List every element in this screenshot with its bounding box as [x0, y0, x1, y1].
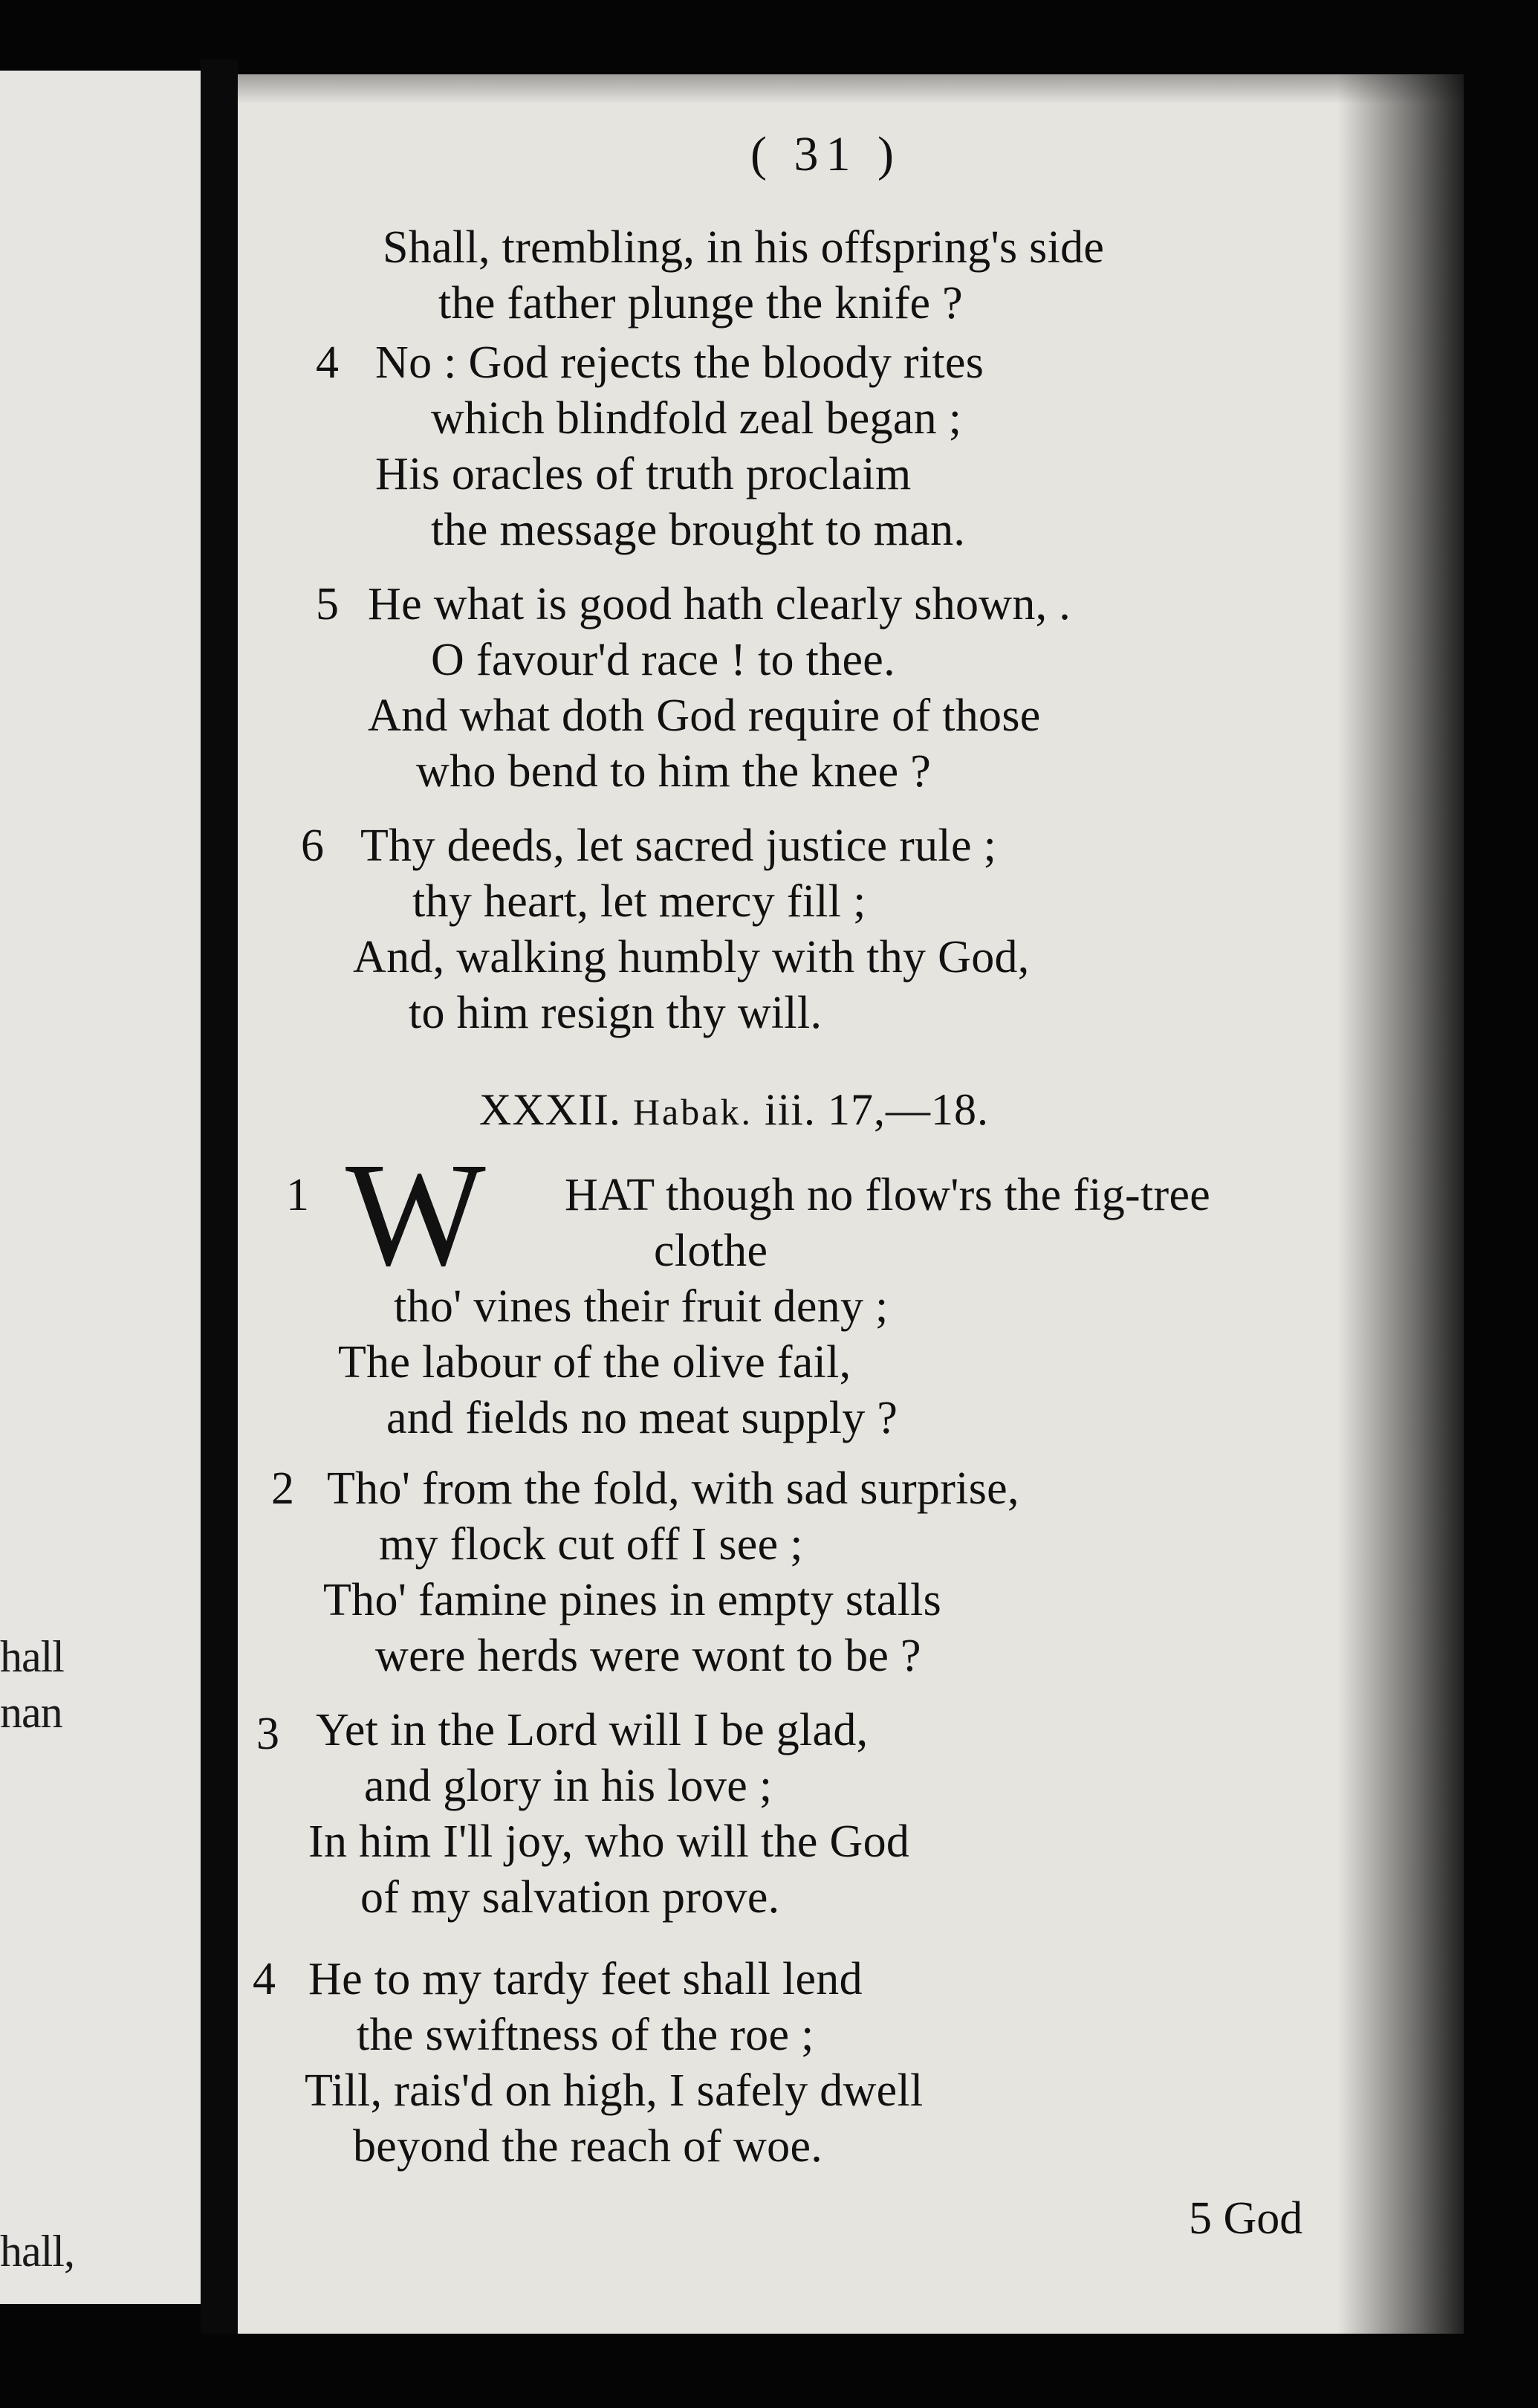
verse-line: And, walking humbly with thy God, — [353, 932, 1030, 983]
hymn-heading — [479, 1081, 989, 1140]
verse-line: Tho' famine pines in empty stalls — [323, 1575, 942, 1625]
verse-line: to him resign thy will. — [409, 988, 822, 1038]
verse-line: Tho' from the fold, with sad surprise, — [327, 1463, 1019, 1514]
verse-line: Till, rais'd on high, I safely dwell — [305, 2065, 924, 2116]
verse-line: of my salvation prove. — [360, 1872, 780, 1923]
verse-line: HAT though no flow'rs the fig-tree — [565, 1170, 1211, 1220]
catchword: 5 God — [1189, 2193, 1303, 2244]
verse-line: His oracles of truth proclaim — [375, 449, 912, 499]
book-gutter — [201, 59, 238, 2334]
verse-line: In him I'll joy, who will the God — [308, 1816, 910, 1867]
verse-number: 4 — [316, 337, 339, 388]
previous-page — [0, 71, 201, 2304]
verse-number: 2 — [271, 1463, 294, 1514]
verse-line: my flock cut off I see ; — [379, 1519, 803, 1570]
verse-line: and fields no meat supply ? — [386, 1393, 898, 1443]
verse-line: the message brought to man. — [431, 505, 966, 555]
scripture-book: Habak. — [632, 1091, 753, 1133]
verse-line: And what doth God require of those — [368, 690, 1041, 741]
previous-page-fragment: hall, — [0, 2227, 74, 2276]
verse-line: He what is good hath clearly shown, . — [368, 579, 1071, 629]
verse-line: Yet in the Lord will I be glad, — [316, 1705, 869, 1755]
page-number: ( 31 ) — [750, 127, 901, 181]
verse-line: Shall, trembling, in his offspring's side — [383, 222, 1105, 273]
verse-line: thy heart, let mercy fill ; — [412, 876, 866, 927]
verse-number: 6 — [301, 821, 324, 871]
scripture-reference: iii. 17,—18. — [764, 1085, 989, 1134]
previous-page-fragment: nan — [0, 1688, 62, 1737]
verse-number: 3 — [256, 1709, 279, 1759]
verse-line: the father plunge the knife ? — [438, 278, 963, 328]
verse-number: 5 — [316, 579, 339, 629]
verse-line: O favour'd race ! to thee. — [431, 635, 895, 685]
verse-line: who bend to him the knee ? — [416, 746, 932, 797]
verse-line: No : God rejects the bloody rites — [375, 337, 984, 388]
book-page — [238, 74, 1464, 2334]
drop-cap: W — [345, 1133, 486, 1297]
verse-line: beyond the reach of woe. — [353, 2121, 823, 2172]
verse-line: were herds were wont to be ? — [375, 1631, 921, 1681]
verse-line: The labour of the olive fail, — [338, 1337, 851, 1388]
hymn-number: XXXII. — [479, 1085, 621, 1134]
verse-line: the swiftness of the roe ; — [357, 2010, 814, 2060]
verse-line: Thy deeds, let sacred justice rule ; — [360, 821, 997, 871]
verse-line: tho' vines their fruit deny ; — [394, 1281, 889, 1332]
verse-line: He to my tardy feet shall lend — [308, 1954, 863, 2004]
verse-line: which blindfold zeal began ; — [431, 393, 962, 444]
previous-page-fragment: hall — [0, 1632, 64, 1681]
verse-number: 4 — [253, 1954, 276, 2004]
verse-line: and glory in his love ; — [364, 1761, 773, 1811]
verse-number: 1 — [286, 1170, 309, 1220]
verse-line: clothe — [654, 1226, 768, 1276]
